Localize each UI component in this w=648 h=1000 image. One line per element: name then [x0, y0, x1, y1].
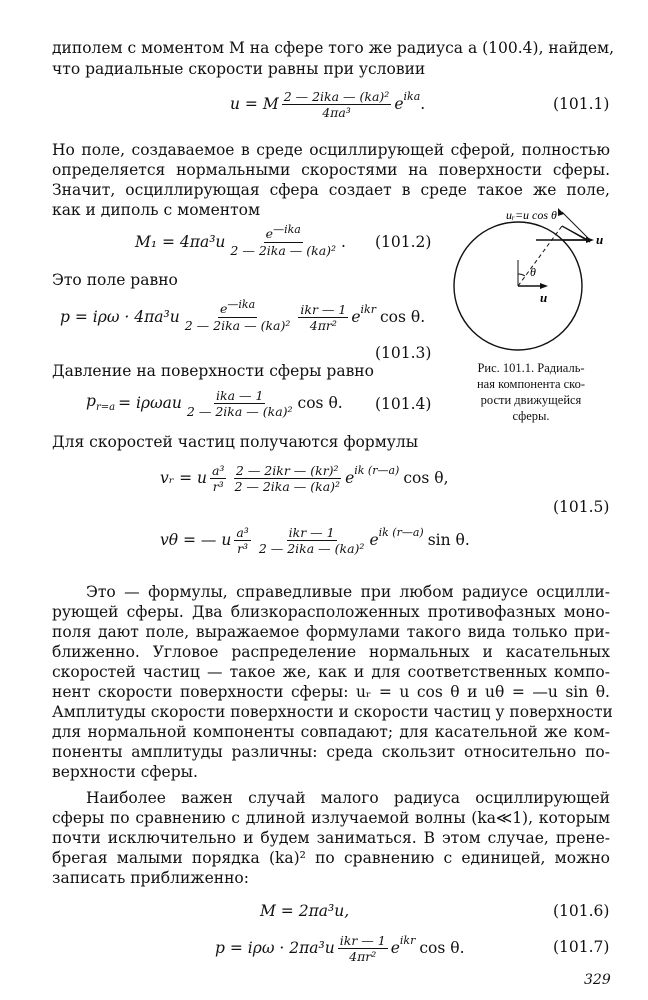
exp-base: e — [369, 531, 379, 549]
text-line: верхности сферы. — [52, 763, 198, 781]
theta-arc — [518, 274, 525, 276]
exp-base: e — [345, 469, 355, 487]
page-number: 329 — [584, 972, 611, 988]
equation-101-6 — [260, 900, 349, 922]
denominator: 2 — 2ika — (ka)² — [186, 403, 293, 419]
numerator: ikr — 1 — [288, 524, 335, 540]
equation-number: (101.4) — [375, 395, 432, 413]
denominator: 2 — 2ika — (ka)² — [184, 318, 291, 333]
figure-caption — [446, 360, 616, 424]
eq-lhs: p = iρω · 2πa³u — [215, 939, 335, 957]
caption-line: рости движущейся — [480, 393, 582, 407]
eq-lhs: p = iρω · 4πa³u — [60, 308, 180, 326]
denominator: 2 — 2ika — (ka)² — [258, 540, 365, 556]
exponent: ikr — [399, 933, 416, 947]
ur-projection — [562, 212, 590, 240]
numerator: a³ — [236, 524, 249, 540]
eq-lhs: M = 2πa³u, — [260, 902, 350, 920]
exp-base: e — [265, 226, 274, 241]
numerator: ikr — 1 — [300, 301, 347, 317]
denominator: r³ — [212, 478, 224, 494]
eq-end: . — [341, 233, 346, 251]
text-line: почти исключительно и будем заниматься. В этом случае, прене- — [52, 829, 610, 847]
fraction — [257, 525, 367, 556]
text-line: рующей сферы. Два близкорасположенных противофазных моно- — [52, 603, 610, 621]
equation-101-7 — [215, 928, 465, 968]
exp-base: e — [394, 95, 404, 113]
label-u-bottom: u — [540, 290, 548, 305]
label-theta: θ — [530, 265, 536, 279]
exponent: ika — [403, 89, 421, 103]
text-line: что радиальные скорости равны при условии — [52, 60, 426, 78]
text-line: Давление на поверхности сферы равно — [52, 362, 374, 380]
eq-lhs: $p_{r=a}$ — [86, 392, 116, 414]
eq-end: cos θ, — [403, 469, 449, 487]
text-line: как и диполь с моментом — [52, 201, 261, 219]
eq-lhs: vθ = — u — [160, 531, 232, 549]
subscript: r=a — [95, 402, 116, 414]
denominator: 2 — 2ika — (ka)² — [234, 478, 341, 494]
fraction — [210, 463, 226, 494]
text-line: Амплитуды скорости поверхности и скорости частиц у поверхности — [52, 703, 613, 721]
equation-101-2 — [135, 222, 346, 262]
caption-line: сферы. — [512, 409, 550, 423]
equation-number: (101.2) — [375, 233, 432, 251]
text-line: сферы по сравнению с длиной излучаемой волны (ka≪1), которым — [52, 809, 610, 827]
radius-dashed — [518, 226, 562, 286]
equation-101-3 — [60, 297, 425, 337]
label-ur: uᵣ=u cos θ — [506, 208, 557, 222]
exp-base: e — [351, 308, 361, 326]
text-line: ближенно. Угловое распределение нормальных и касательных — [52, 643, 610, 661]
equation-101-4 — [86, 383, 343, 423]
eq-end: cos θ. — [297, 394, 343, 412]
equation-number: (101.6) — [553, 902, 610, 920]
denominator: r³ — [237, 540, 249, 556]
eq-end: . — [420, 95, 426, 113]
numerator: 2 — 2ikr — (kr)² — [235, 462, 339, 478]
exp-base: e — [219, 301, 228, 316]
equation-number: (101.1) — [553, 95, 610, 113]
text-line: нент скорости поверхности сферы: uᵣ = u cos θ и uθ = —u sin θ. — [52, 683, 610, 701]
caption-line: Рис. 101.1. Радиаль- — [477, 361, 585, 375]
numerator — [218, 298, 257, 318]
fraction — [234, 525, 250, 556]
equation-101-5a — [160, 458, 449, 498]
denominator: 2 — 2ika — (ka)² — [230, 243, 337, 258]
fraction — [185, 388, 295, 419]
text-line: для нормальной компоненты совпадают; для касательной же ком- — [52, 723, 610, 741]
text-line: Это поле равно — [52, 271, 178, 289]
equation-number: (101.5) — [553, 498, 610, 516]
equation-101-5b — [160, 520, 470, 560]
fraction — [228, 223, 338, 258]
ur-vector — [562, 226, 588, 240]
eq-lhs: M₁ = 4πa³u — [135, 233, 226, 251]
fraction — [183, 298, 293, 333]
caption-line: ная компонента ско- — [476, 377, 586, 391]
fraction — [338, 933, 388, 964]
figure-sphere-diagram — [440, 206, 620, 356]
text-line: Для скоростей частиц получаются формулы — [52, 433, 419, 451]
eq-end: cos θ. — [419, 939, 465, 957]
text-line: Наиболее важен случай малого радиуса осциллирующей — [86, 789, 610, 807]
text-line: диполем с моментом M на сфере того же радиуса a (100.4), найдем, — [52, 39, 615, 57]
eq-lhs: u = M — [230, 95, 279, 113]
numerator: ikr — 1 — [339, 932, 386, 948]
text-line: скоростей частиц — такое же, как и для соответственных компо- — [52, 663, 610, 681]
text-line: Но поле, создаваемое в среде осциллирующей сферой, полностью — [52, 141, 610, 159]
fraction — [298, 302, 348, 333]
exponent: ikr — [360, 302, 376, 316]
label-u-right: u — [596, 232, 604, 247]
arrowhead-icon — [540, 283, 548, 289]
denominator: 4πr² — [309, 317, 337, 333]
exponent: ik (r—a) — [354, 463, 400, 477]
numerator: 2 — 2ika — (ka)² — [283, 88, 390, 104]
text-line: поля дают поле, выражаемое формулами такого вида только при- — [52, 623, 610, 641]
denominator: 4πr² — [349, 948, 377, 964]
equation-number: (101.3) — [375, 344, 432, 362]
numerator — [264, 223, 303, 243]
exponent: ik (r—a) — [378, 525, 424, 539]
text-line: записать приближенно: — [52, 869, 249, 887]
denominator: 4πa³ — [322, 104, 351, 120]
exponent: —ika — [273, 223, 301, 236]
equation-101-1 — [230, 84, 425, 124]
equation-number: (101.7) — [553, 938, 610, 956]
text-line: брегая малыми порядка (ka)² по сравнению с единицей, можно — [52, 849, 610, 867]
exp-base: e — [390, 939, 400, 957]
eq-rhs: = iρωau — [118, 394, 182, 412]
arrowhead-icon — [558, 208, 564, 216]
eq-end: sin θ. — [427, 531, 470, 549]
numerator: a³ — [211, 462, 225, 478]
eq-end: cos θ. — [379, 308, 426, 326]
fraction — [282, 89, 392, 120]
exponent: —ika — [227, 298, 256, 311]
numerator: ika — 1 — [216, 387, 264, 403]
fraction — [232, 463, 342, 494]
text-line: Это — формулы, справедливые при любом радиусе осцилли- — [86, 583, 610, 601]
text-line: поненты амплитуды различны: среда скользит относительно по- — [52, 743, 610, 761]
text-line: определяется нормальными скоростями на поверхности сферы. — [52, 161, 610, 179]
eq-lhs: vᵣ = u — [160, 469, 207, 487]
text-line: Значит, осциллирующая сфера создает в среде такое же поле, — [52, 181, 610, 199]
